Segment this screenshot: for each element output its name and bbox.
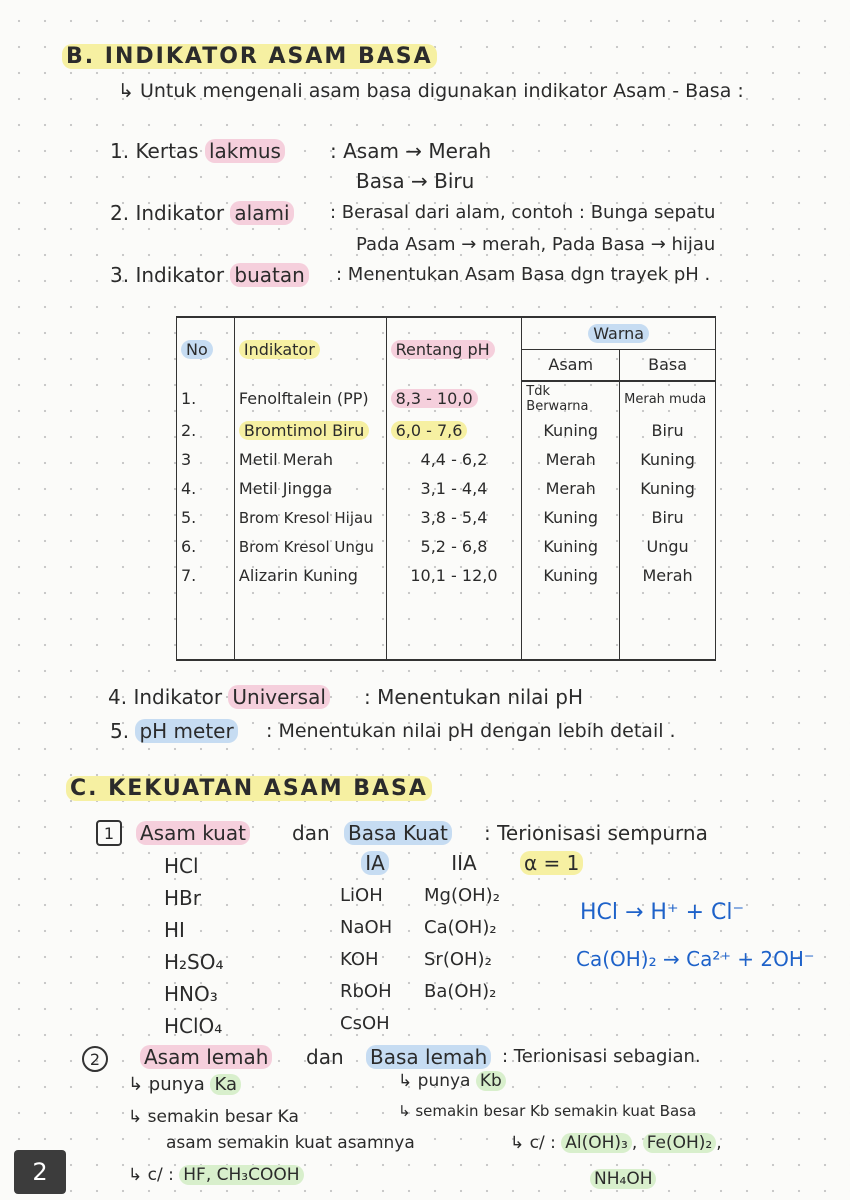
cell-rentang: 5,2 - 6,8 [386, 532, 522, 561]
item1-asam-line: : Asam → Merah [330, 139, 492, 163]
cell-asam: Kuning [522, 503, 620, 532]
cell-no: 2. [177, 416, 235, 445]
table-row [177, 532, 716, 561]
item3-indikator-buatan: 3. Indikator buatan [110, 262, 309, 288]
item2-desc-line: : Berasal dari alam, contoh : Bunga sepatu [330, 202, 716, 223]
cell-no: 1. [177, 381, 235, 416]
item5-ph-meter: 5. pH meter [110, 718, 238, 744]
acid-item: HBr [164, 886, 201, 910]
cell-indikator: Bromtimol Biru [234, 416, 386, 445]
cell-indikator: Metil Jingga [234, 474, 386, 503]
cell-indikator: Fenolftalein (PP) [234, 381, 386, 416]
th-asam: Asam [522, 349, 620, 381]
th-indikator: Indikator [234, 317, 386, 381]
acid-item: HNO₃ [164, 982, 218, 1006]
table-row [177, 474, 716, 503]
p2-asam-semakin: ↳ semakin besar Ka [128, 1107, 299, 1127]
item4-desc-line: : Menentukan nilai pH [364, 685, 584, 709]
ia-base-list [340, 880, 392, 1040]
indicator-table [176, 316, 716, 661]
p1-dan: dan [292, 821, 330, 845]
p2-asam-ka: ↳ punya Ka [128, 1072, 241, 1098]
th-basa: Basa [620, 349, 716, 381]
item1-kertas-lakmus: 1. Kertas lakmus [110, 138, 285, 164]
item5-desc-line: : Menentukan nilai pH dengan lebih detail . [266, 720, 676, 742]
cell-basa: Merah muda [620, 381, 716, 416]
base-item: Ba(OH)₂ [424, 981, 497, 1002]
cell-indikator: Brom Kresol Ungu [234, 532, 386, 561]
th-no: No [177, 317, 235, 381]
cell-basa: Biru [620, 503, 716, 532]
table-row [177, 561, 716, 590]
cell-no: 6. [177, 532, 235, 561]
acid-item: H₂SO₄ [164, 950, 224, 974]
base-item: NaOH [340, 917, 393, 938]
cell-asam: Merah [522, 445, 620, 474]
cell-rentang: 4,4 - 6,2 [386, 445, 522, 474]
item2-colors-line: Pada Asam → merah, Pada Basa → hijau [356, 234, 716, 255]
acid-item: HClO₄ [164, 1014, 223, 1038]
cell-rentang: 3,1 - 4,4 [386, 474, 522, 503]
item1-basa-line: Basa → Biru [356, 169, 475, 193]
base-item: Ca(OH)₂ [424, 917, 497, 938]
point-2-number-icon: 2 [82, 1046, 108, 1072]
p2-basa-lemah: Basa lemah [366, 1044, 491, 1070]
base-item: CsOH [340, 1013, 390, 1034]
p1-asam-kuat: Asam kuat [136, 820, 250, 846]
cell-indikator: Brom Kresol Hijau [234, 503, 386, 532]
p2-desc: : Terionisasi sebagian. [502, 1046, 701, 1067]
cell-asam: Kuning [522, 416, 620, 445]
base-item: RbOH [340, 981, 392, 1002]
base-item: Sr(OH)₂ [424, 949, 492, 970]
iia-base-list [424, 880, 500, 1008]
equation-caoh2: Ca(OH)₂ → Ca²⁺ + 2OH⁻ [576, 947, 815, 971]
table-row [177, 416, 716, 445]
cell-basa: Kuning [620, 445, 716, 474]
cell-rentang: 6,0 - 7,6 [386, 416, 522, 445]
base-item: Mg(OH)₂ [424, 885, 500, 906]
cell-asam: Tdk Berwarna [522, 381, 620, 416]
item3-desc-line: : Menentukan Asam Basa dgn trayek pH . [336, 264, 711, 285]
p2-asam-lemah: Asam lemah [140, 1044, 272, 1070]
cell-asam: Merah [522, 474, 620, 503]
cell-indikator: Alizarin Kuning [234, 561, 386, 590]
acid-item: HI [164, 918, 185, 942]
table-row [177, 503, 716, 532]
cell-basa: Ungu [620, 532, 716, 561]
cell-no: 4. [177, 474, 235, 503]
p2-basa-kb: ↳ punya Kb [398, 1068, 506, 1094]
base-item: LiOH [340, 885, 383, 906]
p2-dan: dan [306, 1045, 344, 1069]
p2-asam-contoh: ↳ c/ : HF, CH₃COOH [128, 1162, 304, 1188]
page-number-badge: 2 [14, 1150, 66, 1194]
base-item: KOH [340, 949, 379, 970]
acid-item: HCl [164, 854, 199, 878]
cell-rentang: 8,3 - 10,0 [386, 381, 522, 416]
alpha-value: α = 1 [520, 850, 583, 876]
cell-basa: Kuning [620, 474, 716, 503]
p2-basa-semakin: ↳ semakin besar Kb semakin kuat Basa [398, 1102, 697, 1120]
section-b-intro: ↳ Untuk mengenali asam basa digunakan indikator Asam - Basa : [118, 80, 744, 102]
item2-indikator-alami: 2. Indikator alami [110, 200, 294, 226]
p2-basa-contoh: ↳ c/ : Al(OH)₃ , Fe(OH)₂ , [510, 1133, 722, 1153]
p1-desc: : Terionisasi sempurna [484, 821, 708, 845]
table-row [177, 381, 716, 416]
cell-no: 5. [177, 503, 235, 532]
cell-rentang: 10,1 - 12,0 [386, 561, 522, 590]
cell-no: 3 [177, 445, 235, 474]
cell-asam: Kuning [522, 532, 620, 561]
cell-indikator: Metil Merah [234, 445, 386, 474]
table-row [177, 445, 716, 474]
cell-asam: Kuning [522, 561, 620, 590]
equation-hcl: HCl → H⁺ + Cl⁻ [580, 900, 745, 925]
p2-basa-nh4oh: NH₄OH [590, 1166, 656, 1192]
cell-rentang: 3,8 - 5,4 [386, 503, 522, 532]
th-warna: Warna [522, 317, 716, 349]
acid-list [164, 850, 224, 1042]
section-b-title: B. INDIKATOR ASAM BASA [62, 44, 437, 70]
table-row-empty [177, 590, 716, 660]
col-ia-label: IA [340, 850, 410, 876]
p1-basa-kuat: Basa Kuat [344, 820, 452, 846]
col-iia-label: IIA [451, 851, 477, 875]
cell-basa: Biru [620, 416, 716, 445]
th-rentang: Rentang pH [386, 317, 522, 381]
section-c-title: C. KEKUATAN ASAM BASA [66, 776, 432, 802]
cell-basa: Merah [620, 561, 716, 590]
p2-asam-kuat-asamnya: asam semakin kuat asamnya [166, 1133, 415, 1153]
item4-indikator-universal: 4. Indikator Universal [108, 684, 330, 710]
point-1-number-icon: 1 [96, 820, 122, 846]
cell-no: 7. [177, 561, 235, 590]
